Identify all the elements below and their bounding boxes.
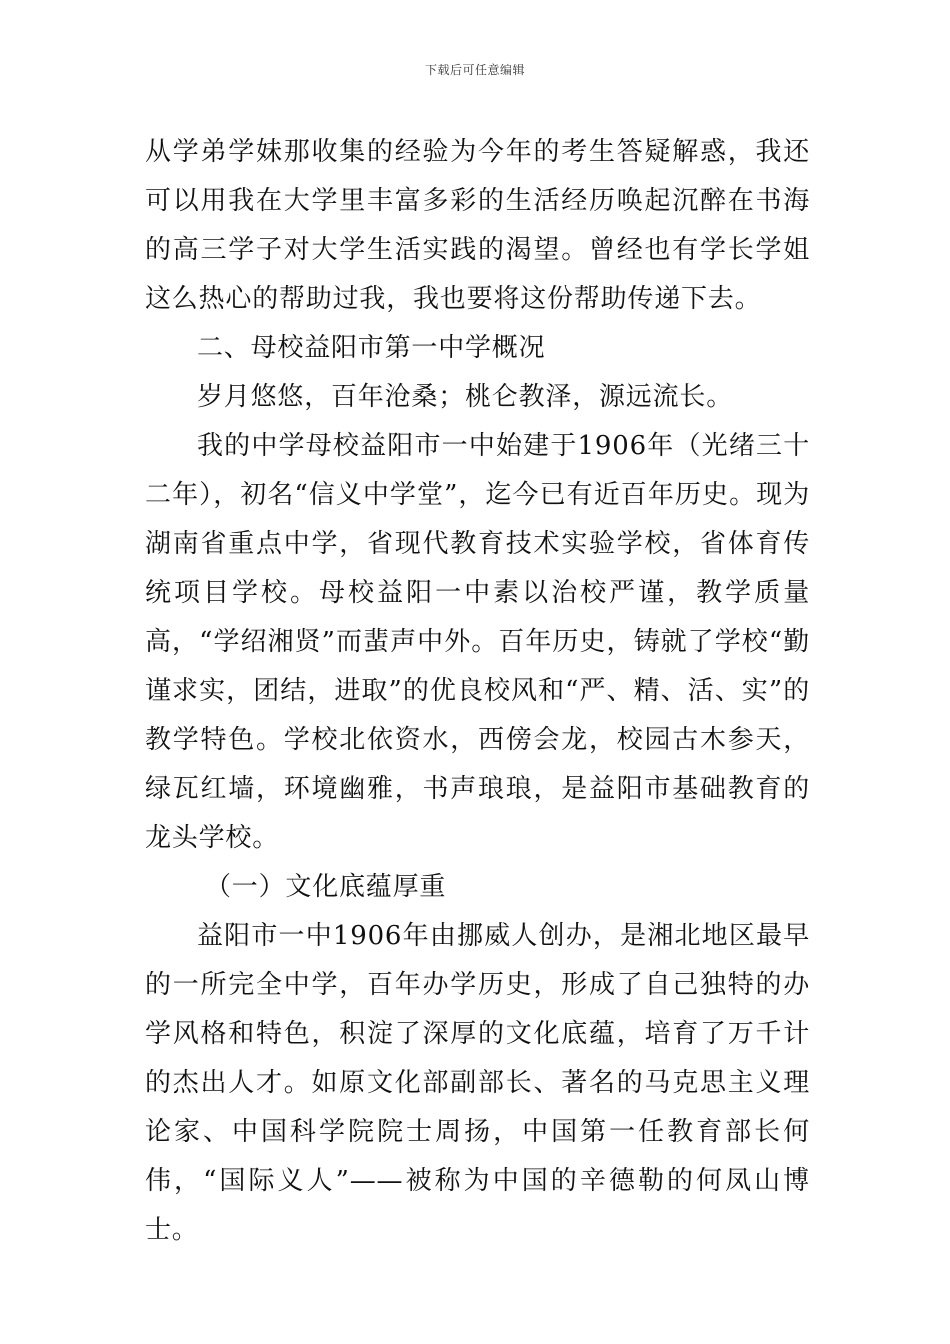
paragraph-school-history: 我的中学母校益阳市一中始建于1906年（光绪三十二年），初名“信义中学堂”，迄今已有近百年历史。现为湖南省重点中学，省现代教育技术实验学校，省体育传统项目学校。母校益阳一中素以治校严谨，教学质量高，“学绍湘贤”而蜚声中外。百年历史，铸就了学校“勤谨求实，团结，进取”的优良校风和“严、精、活、实”的教学特色。学校北依资水，西傍会龙，校园古木参天，绿瓦红墙，环境幽雅，书声琅琅，是益阳市基础教育的龙头学校。 — [145, 431, 810, 853]
page-header: 下载后可任意编辑 — [424, 63, 525, 77]
paragraph-culture: 益阳市一中1906年由挪威人创办，是湘北地区最早的一所完全中学，百年办学历史，形成了自己独特的办学风格和特色，积淀了深厚的文化底蕴，培育了万千计的杰出人才。如原文化部副部长、著名的马克思主义理论家、中国科学院院士周扬，中国第一任教育部长何伟，“国际义人”——被称为中国的辛德勒的何凤山博士。 — [145, 921, 810, 1245]
paragraph-continuation: 从学弟学妹那收集的经验为今年的考生答疑解惑，我还可以用我在大学里丰富多彩的生活经历唤起沉醉在书海的高三学子对大学生活实践的渴望。曾经也有学长学姐这么热心的帮助过我，我也要将这份帮助传递下去。 — [145, 137, 810, 314]
paragraph-motto: 岁月悠悠，百年沧桑；桃仑教泽，源远流长。 — [197, 382, 734, 412]
document-body — [145, 128, 810, 1255]
subsection-heading: （一）文化底蕴厚重 — [205, 872, 447, 902]
section-heading: 二、母校益阳市第一中学概况 — [197, 333, 546, 363]
